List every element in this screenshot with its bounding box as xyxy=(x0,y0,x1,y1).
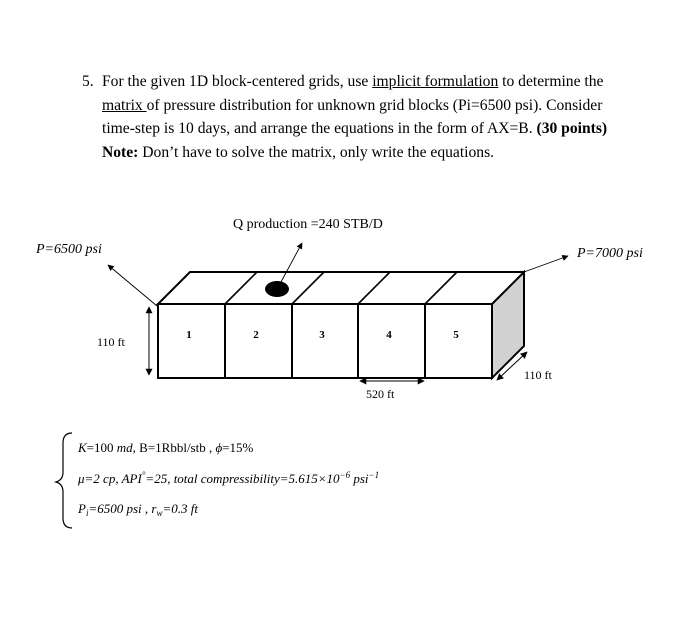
implicit-formulation-underlined: implicit formulation xyxy=(372,73,499,90)
properties-line-1: K=100 md, B=1Rbbl/stb , ϕ=15% xyxy=(78,440,254,455)
question-line-1-start: For the given 1D block-centered grids, use xyxy=(102,73,373,90)
right-boundary-label: P=7000 psi xyxy=(577,246,643,261)
question-line-1-end: to determine the xyxy=(498,73,604,90)
matrix-underlined: matrix xyxy=(102,96,147,114)
grid-block-2 xyxy=(225,304,292,378)
question-line-2-rest: of pressure distribution for unknown grid blocks (Pi=6500 psi). Consider xyxy=(146,96,603,114)
top-face xyxy=(158,272,524,304)
note-label: Note: xyxy=(102,143,139,161)
note-text: Don’t have to solve the matrix, only write the equations. xyxy=(138,143,495,161)
block-number-4: 4 xyxy=(386,329,392,341)
points-label: (30 points) xyxy=(536,120,608,137)
block-number-3: 3 xyxy=(319,329,325,341)
question-line-3-start: time-step is 10 days, and arrange the equations in the form of AX=B. xyxy=(102,120,537,137)
block-number-1: 1 xyxy=(186,329,192,341)
grid-block-4 xyxy=(358,304,425,378)
block-number-2: 2 xyxy=(253,329,259,341)
production-label: Q production =240 STB/D xyxy=(233,217,383,232)
grid-block-3 xyxy=(292,304,358,378)
left-boundary-arrow xyxy=(108,265,157,306)
properties-line-2: μ=2 cp, API°=25, total $compressibility=5.615\times 10^{-6}$ psi$^{-1}$ xyxy=(78,470,380,486)
grid-block-5 xyxy=(425,304,492,378)
left-boundary-label: P=6500 psi xyxy=(36,242,102,257)
grid-blocks xyxy=(158,304,492,378)
right-boundary-arrow xyxy=(524,256,568,272)
block-number-5: 5 xyxy=(453,329,459,341)
length-label: 520 ft xyxy=(366,387,395,401)
properties-brace xyxy=(56,433,72,528)
production-well xyxy=(265,281,289,297)
question-number: 5. xyxy=(82,73,94,90)
properties-line-3: $P_i=6500$ psi , $r_w=0.3$ ft xyxy=(78,501,198,518)
height-label: 110 ft xyxy=(97,335,125,349)
grid-block-1 xyxy=(158,304,225,378)
width-label: 110 ft xyxy=(524,368,552,382)
